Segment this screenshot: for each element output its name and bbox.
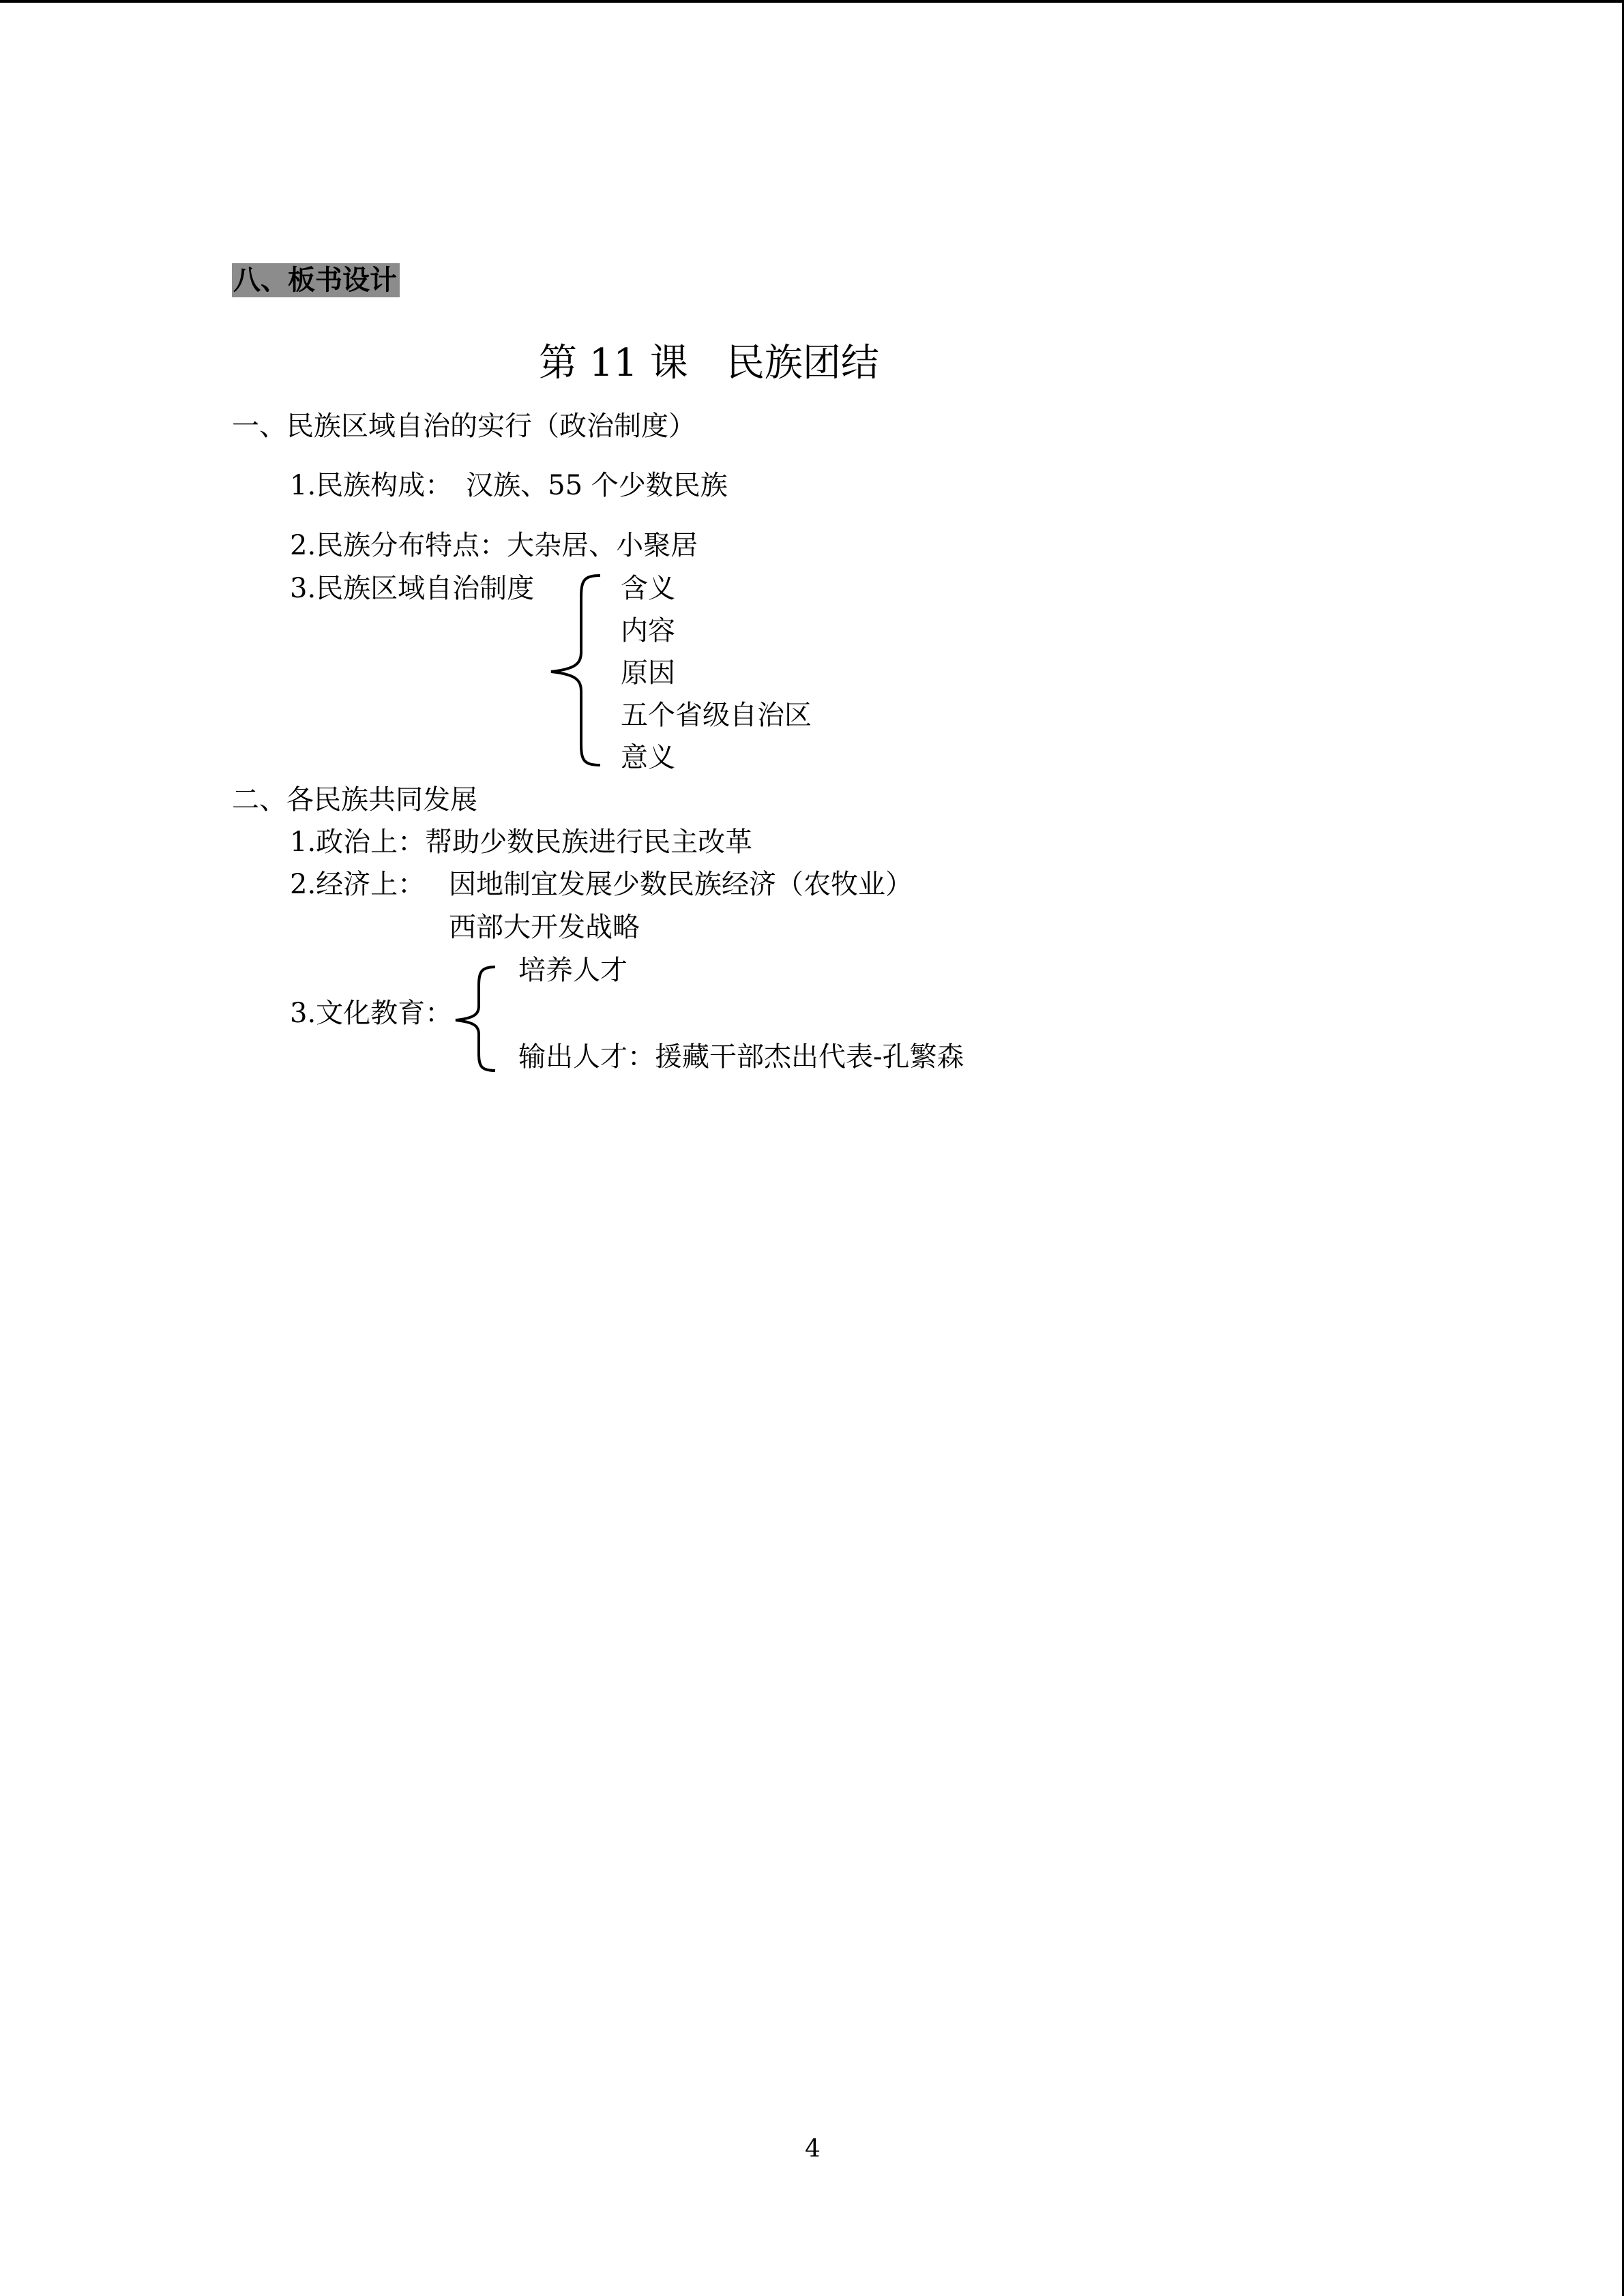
autonomy-branch-regions: 五个省级自治区: [621, 700, 812, 731]
section-heading: 八、板书设计: [232, 263, 400, 297]
part1-item3-label: 3.民族区域自治制度: [290, 573, 535, 604]
lesson-title: 第 11 课 民族团结: [539, 341, 879, 385]
part2-item1: 1.政治上：帮助少数民族进行民主改革: [290, 826, 753, 858]
part2-item2-line1: 因地制宜发展少数民族经济（农牧业）: [449, 869, 913, 900]
part1-item2: 2.民族分布特点：大杂居、小聚居: [290, 530, 698, 561]
brace-culture-education: [450, 964, 505, 1074]
autonomy-branch-meaning: 含义: [621, 573, 675, 604]
page-number: 4: [805, 2135, 821, 2163]
autonomy-branch-reason: 原因: [621, 657, 675, 689]
culture-branch-train-talent: 培养人才: [518, 955, 628, 986]
part1-item1: 1.民族构成： 汉族、55 个少数民族: [290, 470, 728, 501]
part2-item2-label: 2.经济上：: [290, 869, 426, 900]
part2-item3-label: 3.文化教育：: [290, 998, 453, 1029]
autonomy-branch-significance: 意义: [621, 742, 675, 773]
page-top-border: [0, 0, 1624, 3]
autonomy-branch-content: 内容: [621, 615, 675, 646]
part2-heading: 二、各民族共同发展: [232, 784, 477, 816]
brace-autonomy-system: [546, 571, 607, 769]
part2-item2-line2: 西部大开发战略: [449, 912, 640, 943]
culture-branch-export-talent: 输出人才：援藏干部杰出代表-孔繁森: [518, 1041, 964, 1073]
part1-heading: 一、民族区域自治的实行（政治制度）: [232, 411, 696, 442]
